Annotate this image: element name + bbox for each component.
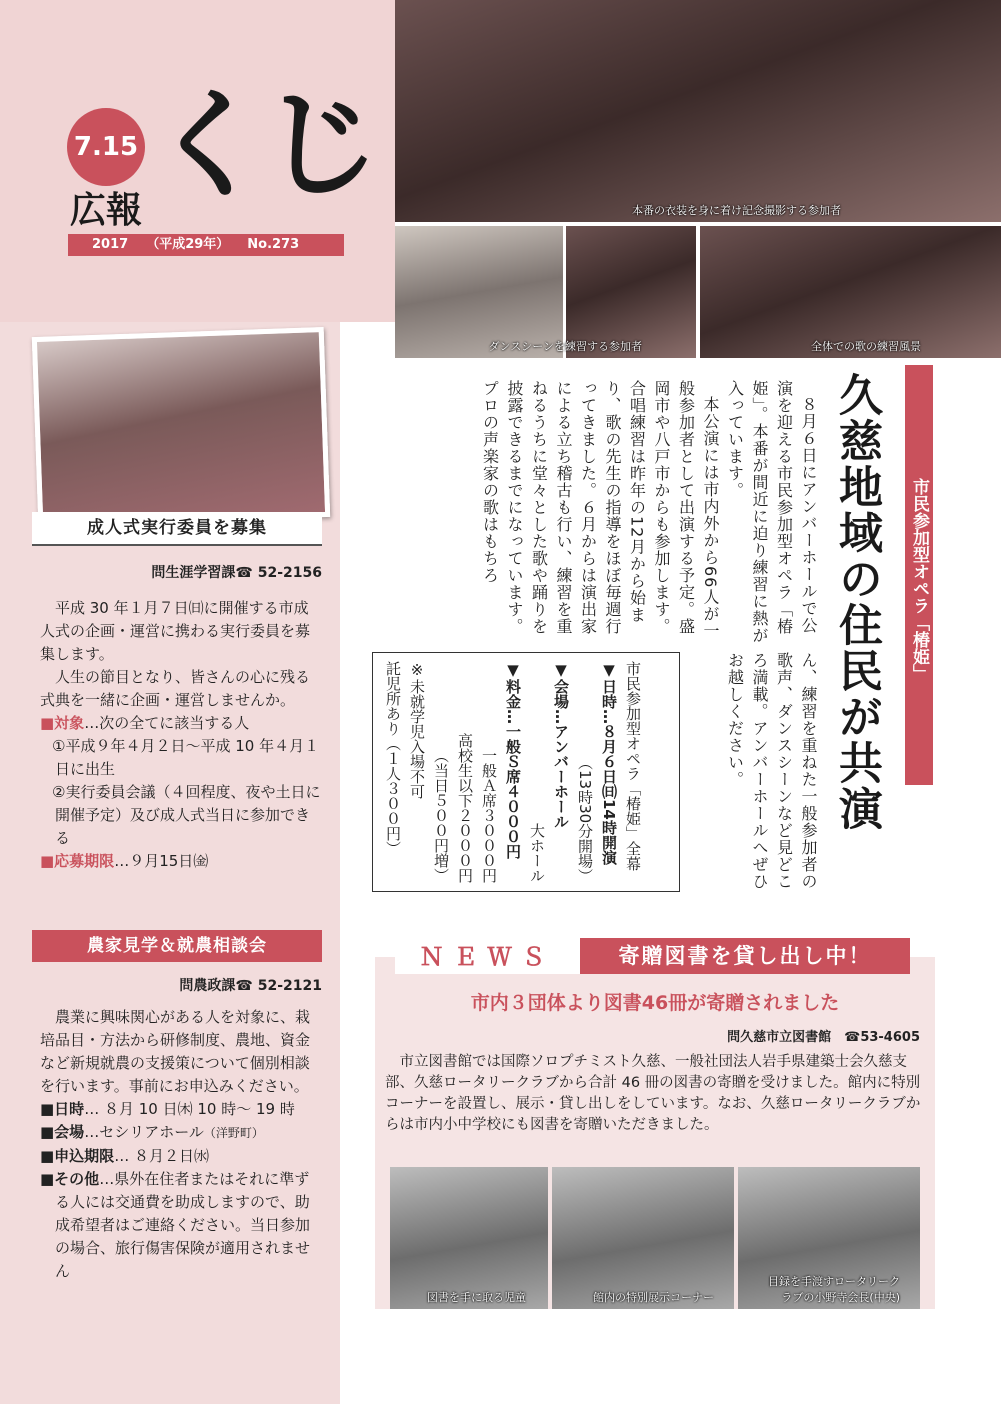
seijin-paragraph-2: 人生の節目となり、皆さんの心に残る式典を一緒に企画・運営しませんか。 — [40, 668, 311, 709]
seijin-body — [40, 597, 322, 873]
farm-apply-label: ■申込期限 — [40, 1147, 115, 1165]
opera-box-date: ▼日時…８月６日㈰14時開演 — [600, 661, 618, 865]
photo-coming-of-age — [32, 327, 330, 527]
photo-books-rotary-caption-1: 目録を手渡すロータリーク — [768, 1275, 900, 1288]
farm-date-text: … ８月 10 日㈭ 10 時～ 19 時 — [84, 1100, 295, 1118]
issue-year: 2017 — [92, 237, 129, 252]
photo-chorus — [700, 226, 1001, 358]
opera-box-fee-4: （当日５００円増） — [432, 748, 450, 883]
news-body: 市立図書館では国際ソロプチミスト久慈、一般社団法人岩手県建築士会久慈支部、久慈ロータリークラブから合計 46 冊の図書の寄贈を受けました。館内に特別コーナーを設置し、展示・貸し出しをしています。なお、久慈ロータリークラブからは市内小中学校にも図書を寄贈いただきました。 — [385, 1054, 921, 1133]
seijin-target — [40, 712, 322, 735]
farm-body — [40, 1006, 322, 1283]
seijin-target-text: …次の全てに該当する人 — [84, 714, 250, 732]
issue-date-badge: 7.15 — [67, 108, 145, 186]
farm-date-label: ■日時 — [40, 1100, 85, 1118]
seijin-cond-1: ①平成９年４月２日～平成 10 年４月１日に出生 — [52, 737, 320, 778]
photo-books-children — [390, 1167, 548, 1309]
farm-other-label: ■その他 — [40, 1170, 100, 1188]
opera-box-date-2: （13時30分開場） — [576, 754, 594, 883]
issue-number: No.273 — [247, 237, 300, 252]
opera-paragraph-2: 本公演には市内外から66人が一般参加者として出演する予定。盛岡市や八戸市からも参加します。合唱練習は昨年の12月から始まり、歌の先生の指導をほぼ毎週行ってきました。６月からは演出家による立ち稽古も行い、練習を重ねるうちに堂々とした歌や踊りを披露できるまでになっています。プロの声楽家の歌はもちろ — [480, 380, 720, 640]
issue-info-bar — [68, 234, 344, 256]
opera-headline: 久慈地域の住民が共演 — [831, 372, 882, 832]
seijin-deadline-label: ■応募期限 — [40, 852, 115, 870]
farm-venue-note: （洋野町） — [203, 1126, 264, 1140]
photo-books-children-caption: 図書を手に取る児童 — [427, 1291, 526, 1304]
farm-venue — [40, 1121, 322, 1145]
photo-chorus-caption: 全体での歌の練習風景 — [811, 340, 921, 353]
photo-dance-caption: ダンスシーンを練習する参加者 — [488, 340, 642, 353]
farm-venue-text: …セシリアホール — [84, 1123, 204, 1141]
farm-date — [40, 1098, 322, 1121]
photo-books-display-caption: 館内の特別展示コーナー — [593, 1291, 714, 1304]
opera-box-title: 市民参加型オペラ「椿姫」全幕 — [624, 661, 642, 871]
opera-box-fee-2: 一般Ａ席３０００円 — [480, 748, 498, 883]
farm-venue-label: ■会場 — [40, 1123, 85, 1141]
opera-box-note-2: 託児所あり（１人３００円） — [384, 661, 402, 856]
seijin-cond-2: ②実行委員会議（４回程度、夜や土日に開催予定）及び成人式当日に参加できる — [52, 783, 321, 847]
seijin-paragraph-1: 平成 30 年１月７日㈰に開催する市成人式の企画・運営に携わる実行委員を募集します。 — [40, 599, 311, 663]
opera-section-tag: 市民参加型オペラ「椿姫」 — [905, 365, 933, 785]
opera-box-venue: ▼会場…アンバーホール — [552, 661, 570, 829]
news-label: ＮＥＷＳ — [395, 940, 580, 974]
photo-books-rotary — [738, 1167, 920, 1309]
news-banner: 寄贈図書を貸し出し中！ — [580, 938, 910, 974]
opera-paragraph-1: ８月６日にアンバーホールで公演を迎える市民参加型オペラ「椿姫」。本番が間近に迫り練習に熱が入っています。 — [725, 380, 818, 644]
opera-box-venue-2: 大ホール — [528, 823, 546, 883]
logo-kuji: くじ — [150, 76, 375, 214]
seijin-contact: 問生涯学習課☎ 52-2156 — [151, 565, 322, 581]
farm-other — [40, 1168, 322, 1283]
photo-books-display — [552, 1167, 734, 1309]
photo-cast — [395, 0, 1001, 222]
news-contact: 問久慈市立図書館 ☎53-4605 — [727, 1030, 920, 1045]
opera-box-fee-3: 高校生以下２０００円 — [456, 733, 474, 883]
opera-paragraph-tail: ん、練習を重ねた一般参加者の歌声、ダンスシーンなど見どころ満載。アンバーホールへぜひお越しください。 — [725, 652, 818, 890]
seijin-target-label: ■対象 — [40, 714, 85, 732]
issue-era: （平成29年） — [146, 237, 230, 252]
opera-info-content — [381, 661, 645, 883]
photo-dance-2 — [488, 226, 696, 358]
opera-body — [360, 380, 820, 644]
farm-paragraph-1: 農業に興味関心がある人を対象に、栽培品目・方法から研修制度、農地、資金など新規就農の支援策について個別相談を行います。事前にお申込みください。 — [40, 1008, 311, 1095]
photo-books-rotary-caption-2: ラブの小野寺会長(中央) — [781, 1291, 900, 1304]
farm-apply — [40, 1145, 322, 1168]
photo-cast-caption: 本番の衣装を身に着け記念撮影する参加者 — [632, 204, 841, 217]
seijin-deadline — [40, 850, 322, 873]
opera-box-fee: ▼料金…一般Ｓ席４０００円 — [504, 661, 522, 859]
farm-apply-text: … ８月２日㈬ — [114, 1147, 209, 1165]
logo-kouhou: 広報 — [70, 190, 143, 231]
seijin-deadline-text: …９月15日㈮ — [114, 852, 209, 870]
farm-contact: 問農政課☎ 52-2121 — [179, 978, 322, 994]
opera-info-box — [372, 652, 680, 892]
opera-box-note: ※未就学児入場不可 — [408, 661, 426, 799]
farm-heading: 農家見学＆就農相談会 — [32, 930, 322, 962]
news-subtitle: 市内３団体より図書46冊が寄贈されました — [470, 992, 840, 1014]
farm-other-text: …県外在住者またはそれに準ずる人には交通費を助成しますので、助成希望者はご連絡ください。当日参加の場合、旅行傷害保険が適用されません — [55, 1170, 311, 1280]
seijin-heading: 成人式実行委員を募集 — [32, 512, 322, 546]
